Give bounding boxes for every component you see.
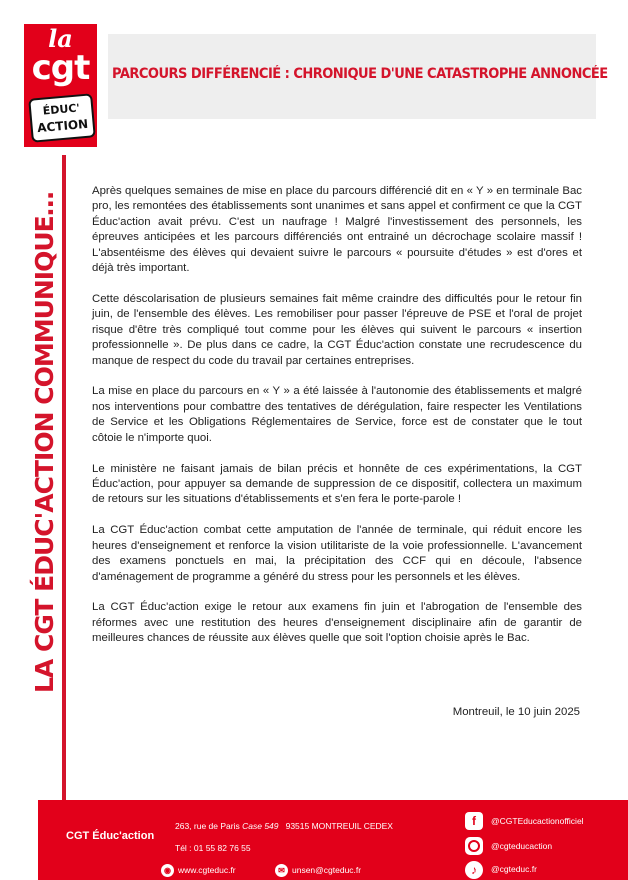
footer: [38, 800, 628, 880]
paragraph-5: La CGT Éduc'action combat cette amputation de l'année de terminale, qui réduit encore les heures d'enseignement et renforce la vision utilitariste de la voie professionnelle. L'avancement des examens ponctuels en mai, la précipitation des CCF qui en découle, l'absence d'aménagement de programme a généré du stress pour les personnels et les élèves.: [92, 524, 582, 583]
paragraph-6: La CGT Éduc'action exige le retour aux examens fin juin et l'abrogation de l'ensemble des réformes avec une restitution des heures d'enseignement disciplinaire afin de garantir de meilleures chances de réussite aux élèves quelle que soit l'option choisie après le Bac.: [92, 601, 582, 645]
facebook-link[interactable]: @CGTEducactionofficiel: [491, 816, 584, 826]
address-city: 93515 MONTREUIL CEDEX: [285, 821, 393, 831]
globe-icon: ◉: [161, 864, 174, 877]
address-street: 263, rue de Paris: [175, 821, 240, 831]
facebook-icon[interactable]: f: [465, 812, 483, 830]
title-banner: [108, 34, 608, 119]
tiktok-icon[interactable]: ♪: [465, 861, 483, 879]
vertical-slogan: LA CGT ÉDUC'ACTION COMMUNIQUE…: [30, 192, 59, 693]
paragraph-4: Le ministère ne faisant jamais de bilan précis et honnête de ces expérimentations, la CGT Éduc'action, pour appuyer sa demande de suppression de ce dispositif, collectera un maximum de retours sur les situations d'établissements et s'en fera le porte-parole !: [92, 462, 582, 506]
page-title: PARCOURS DIFFÉRENCIÉ : CHRONIQUE D'UNE CATASTROPHE ANNONCÉE: [112, 66, 608, 82]
paragraph-1: Après quelques semaines de mise en place du parcours différencié dit en « Y » en terminale Bac pro, les remontées des établissements sont unanimes et sans appel et confirment ce que la CGT Éduc'action avait prévu. C'est un naufrage ! Malgré l'investissement des personnels, les épreuves anticipées et les parcours différenciés ont entrainé un décrochage scolaire massif ! L'absentéisme des élèves qui devaient suivre le parcours « poursuite d'études » est d'ores et déjà très important.: [92, 185, 582, 275]
signature-date: Montreuil, le 10 juin 2025: [452, 706, 580, 718]
cgt-educaction-logo: [24, 24, 97, 147]
instagram-icon[interactable]: [465, 837, 483, 855]
instagram-link[interactable]: @cgteducaction: [491, 841, 553, 851]
logo-la: la: [48, 24, 73, 53]
footer-address: [175, 821, 393, 831]
paragraph-3: La mise en place du parcours en « Y » a été laissée à l'autonomie des établissements et malgré nos interventions pour combattre des tentatives de dérégulation, faire respecter les Ventilations de Service et les Obligations Réglementaires de Service, force est de constater que le tout côtoie le n'importe quoi.: [92, 385, 582, 444]
mail-icon: ✉: [275, 864, 288, 877]
vertical-red-rule: [62, 155, 66, 800]
logo-action: ACTION: [36, 116, 89, 136]
footer-tel: Tél : 01 55 82 76 55: [175, 843, 251, 853]
logo-educ: ÉDUC': [42, 101, 81, 118]
communique-body: [92, 184, 582, 662]
logo-cgt: cgt: [31, 48, 90, 88]
footer-brand: CGT Éduc'action: [66, 830, 155, 842]
email-link[interactable]: unsen@cgteduc.fr: [292, 865, 362, 875]
address-case: Case 549: [242, 821, 279, 831]
logo-educaction-badge: [28, 93, 96, 142]
tiktok-link[interactable]: @cgteduc.fr: [491, 864, 537, 874]
website-link[interactable]: www.cgteduc.fr: [178, 865, 236, 875]
paragraph-2: Cette déscolarisation de plusieurs semaines fait même craindre des difficultés pour le retour fin juin, de l'ensemble des élèves. Les remobiliser pour passer l'épreuve de PSE et l'oral de projet risque d'être très compliqué tout comme pour les élèves qui suivent le parcours « insertion professionnelle ». De plus dans ce cadre, la CGT Éduc'action constate une recrudescence du manque de respect du code du travail par certaines entreprises.: [92, 292, 582, 367]
